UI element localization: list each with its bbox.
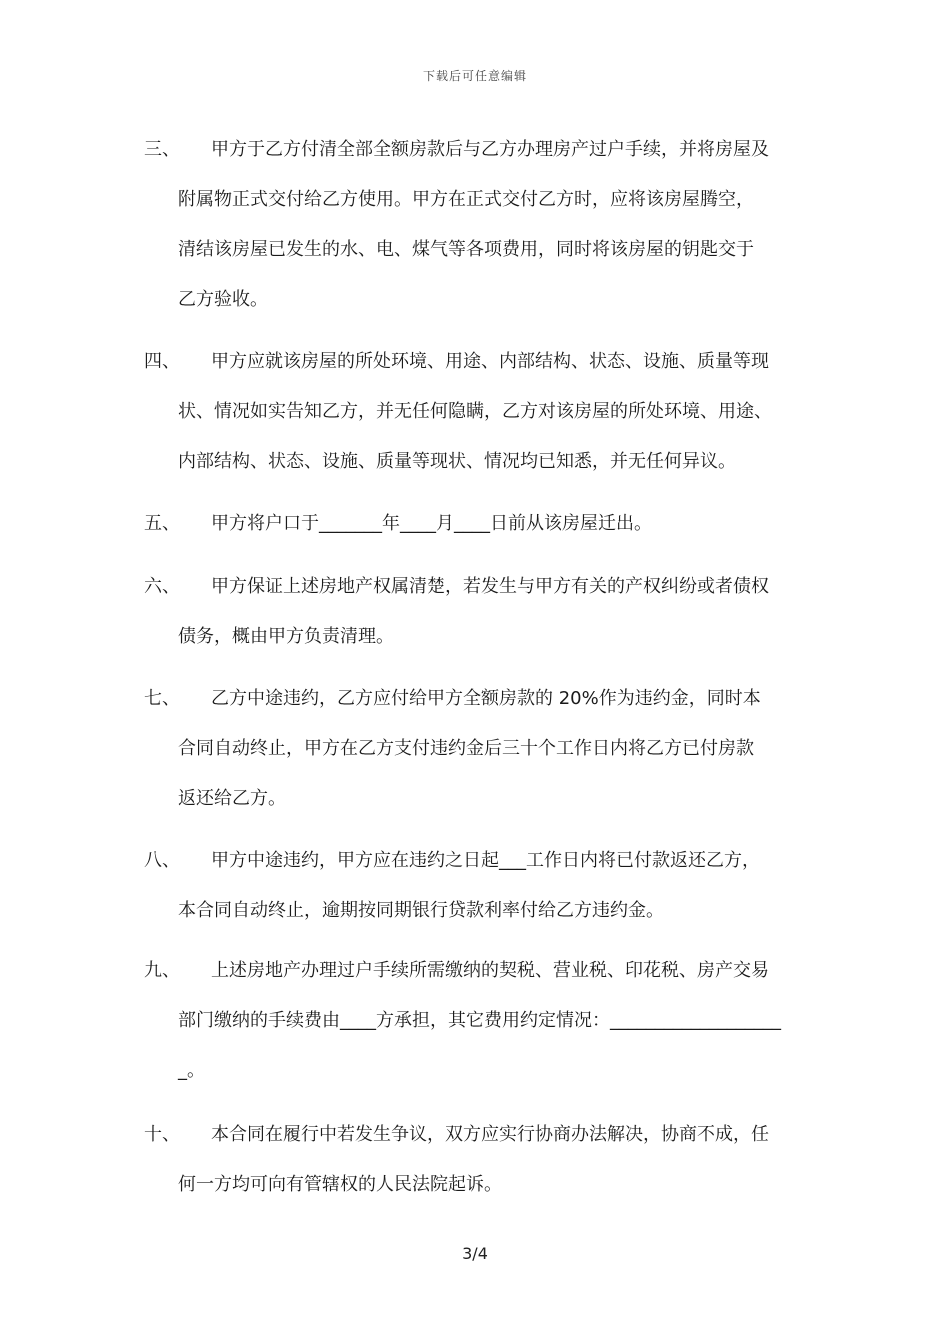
page-header: 下载后可任意编辑 [422, 69, 527, 83]
clause [0, 499, 950, 549]
clause-text-line: 甲方中途违约，甲方应在违约之日起___工作日内将已付款返还乙方， [211, 850, 760, 871]
clause [0, 836, 950, 936]
clause-text-line: 上述房地产办理过户手续所需缴纳的契税、营业税、印花税、房产交易 [211, 960, 769, 981]
clause [0, 946, 950, 1096]
clause-text-line: 甲方应就该房屋的所处环境、用途、内部结构、状态、设施、质量等现 [211, 351, 769, 372]
clause-number: 十、 [144, 1124, 180, 1145]
clause-number: 五、 [144, 513, 180, 534]
clause-number: 九、 [144, 960, 180, 981]
clause-text-line: 合同自动终止，甲方在乙方支付违约金后三十个工作日内将乙方已付房款 [178, 738, 754, 759]
clause-number: 四、 [144, 351, 180, 372]
clause-number: 三、 [144, 139, 180, 160]
clause-text-line: _。 [178, 1060, 205, 1081]
clause-text-line: 本合同在履行中若发生争议，双方应实行协商办法解决，协商不成，任 [211, 1124, 769, 1145]
clause-text-line: 本合同自动终止，逾期按同期银行贷款利率付给乙方违约金。 [178, 900, 664, 921]
clause-text-line: 状、情况如实告知乙方，并无任何隐瞒，乙方对该房屋的所处环境、用途、 [178, 401, 772, 422]
clause [0, 337, 950, 487]
clause-text-line: 附属物正式交付给乙方使用。甲方在正式交付乙方时，应将该房屋腾空， [178, 189, 754, 210]
page-number: 3/4 [462, 1244, 488, 1263]
clause-text-line: 甲方保证上述房地产权属清楚，若发生与甲方有关的产权纠纷或者债权 [211, 576, 769, 597]
clause-number: 六、 [144, 576, 180, 597]
clause [0, 674, 950, 824]
clause-text-line: 部门缴纳的手续费由____方承担，其它费用约定情况：___________________ [178, 1010, 781, 1031]
clause [0, 1110, 950, 1210]
clause-text-line: 甲方于乙方付清全部全额房款后与乙方办理房产过户手续，并将房屋及 [211, 139, 769, 160]
clause-number: 七、 [144, 688, 180, 709]
clause-text-line: 返还给乙方。 [178, 788, 286, 809]
clause-text-line: 清结该房屋已发生的水、电、煤气等各项费用，同时将该房屋的钥匙交于 [178, 239, 754, 260]
clause [0, 125, 950, 325]
clause-text-line: 乙方验收。 [178, 289, 268, 310]
clause-number: 八、 [144, 850, 180, 871]
clause-text-line: 何一方均可向有管辖权的人民法院起诉。 [178, 1174, 502, 1195]
clause [0, 562, 950, 662]
clause-text-line: 乙方中途违约，乙方应付给甲方全额房款的 20%作为违约金，同时本 [211, 688, 761, 709]
clause-text-line: 内部结构、状态、设施、质量等现状、情况均已知悉，并无任何异议。 [178, 451, 736, 472]
clause-text-line: 债务，概由甲方负责清理。 [178, 626, 394, 647]
clause-text-line: 甲方将户口于_______年____月____日前从该房屋迁出。 [211, 513, 652, 534]
